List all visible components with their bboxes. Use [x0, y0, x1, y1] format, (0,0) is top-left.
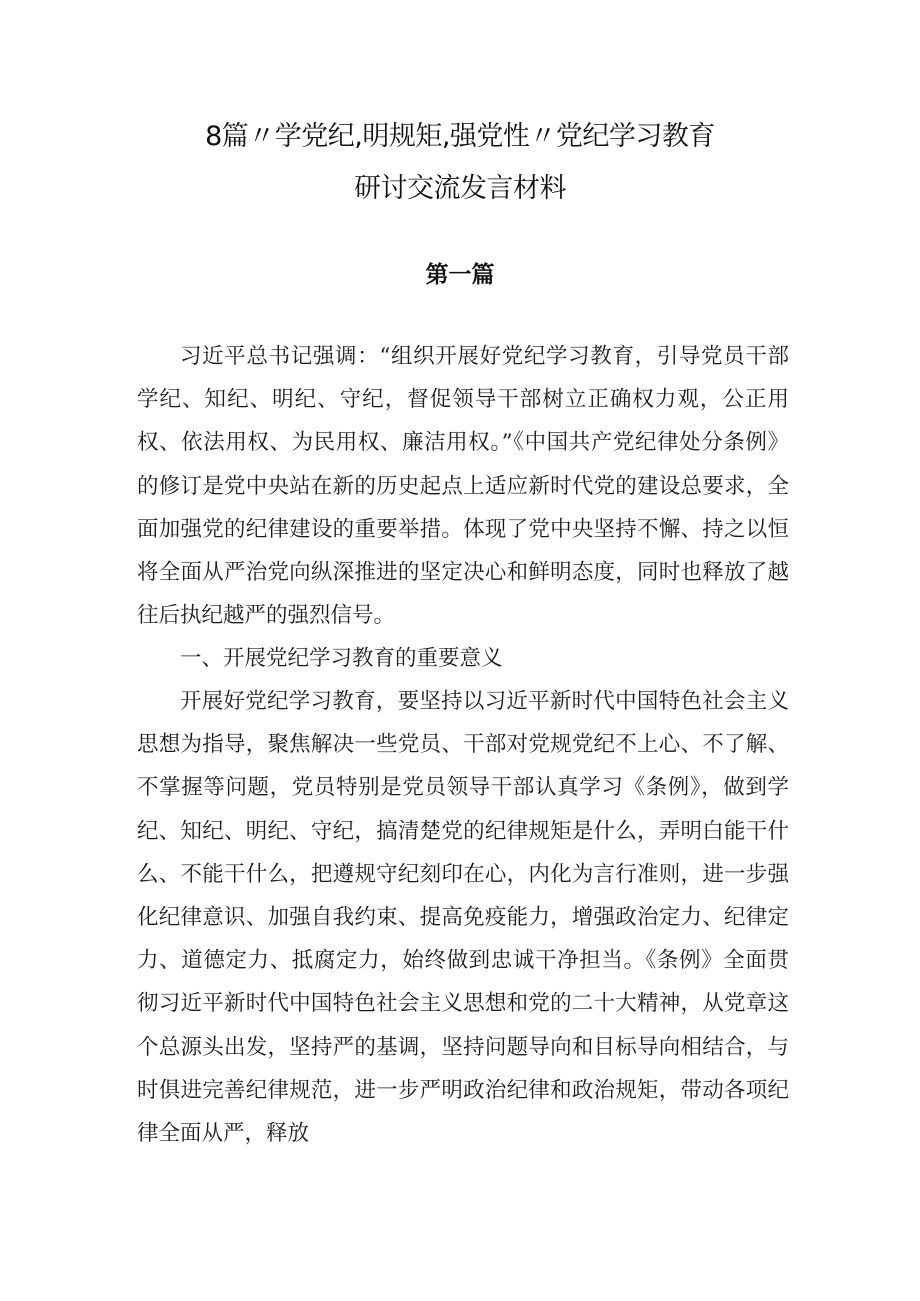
document-title-line-1: 8篇〃学党纪,明规矩,强党性〃党纪学习教育 — [205, 121, 715, 152]
document-title-line-2: 研讨交流发言材料 — [354, 173, 566, 204]
body-subheading-significance: 一、开展党纪学习教育的重要意义 — [180, 646, 503, 671]
body-paragraph-significance: 开展好党纪学习教育，要坚持以习近平新时代中国特色社会主义思想为指导，聚焦解决一些党员、干部对党规党纪不上心、不了解、不掌握等问题，党员特别是党员领导干部认真学习《条例》，做到学纪、知纪、明纪、守纪，搞清楚党的纪律规矩是什么，弄明白能干什么、不能干什么，把遵规守纪刻印在心，内化为言行准则，进一步强化纪律意识、加强自我约束、提高免疫能力，增强政治定力、纪律定力、道德定力、抵腐定力，始终做到忠诚干净担当。《条例》全面贯彻习近平新时代中国特色社会主义思想和党的二十大精神，从党章这个总源头出发，坚持严的基调，坚持问题导向和目标导向相结合，与时俱进完善纪律规范，进一步严明政治纪律和政治规矩，带动各项纪律全面从严，释放 — [137, 689, 789, 1147]
body-paragraph-intro: 习近平总书记强调：“组织开展好党纪学习教育，引导党员干部学纪、知纪、明纪、守纪，督促领导干部树立正确权力观，公正用权、依法用权、为民用权、廉洁用权。”《中国共产党纪律处分条例》的修订是党中央站在新的历史起点上适应新时代党的建设总要求，全面加强党的纪律建设的重要举措。体现了党中央坚持不懈、持之以恒将全面从严治党向纵深推进的坚定决心和鲜明态度，同时也释放了越往后执纪越严的强烈信号。 — [137, 344, 789, 629]
section-heading: 第一篇 — [425, 262, 495, 288]
